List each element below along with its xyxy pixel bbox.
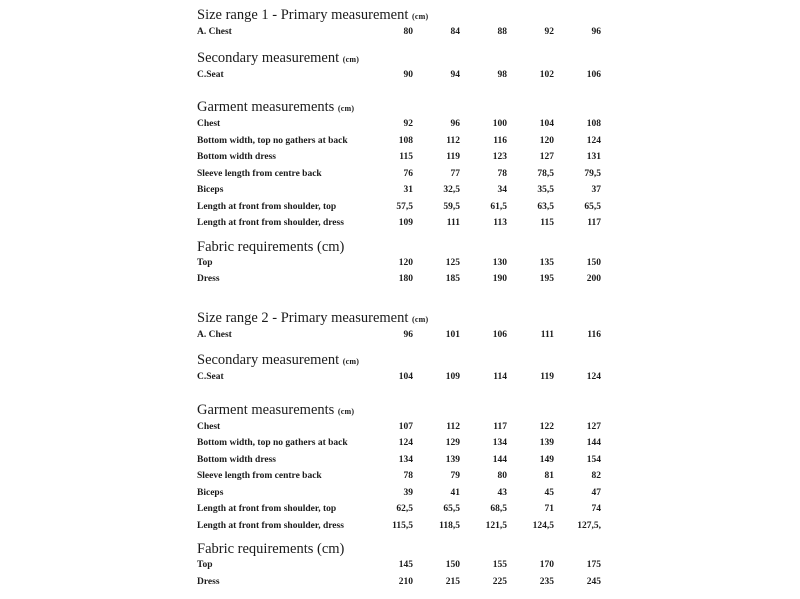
unit-label: (cm)	[342, 54, 360, 64]
secondary-measurement-heading-text-2: Secondary measurement	[197, 352, 340, 368]
row-value: 59,5	[443, 201, 460, 212]
row-value: 57,5	[396, 201, 413, 212]
row-value: 45	[544, 487, 554, 498]
row-label: Bottom width dress	[197, 454, 276, 465]
table-row	[197, 182, 601, 199]
size-range-1-heading-text: Size range 1 - Primary measurement	[197, 7, 409, 23]
row-value: 124	[398, 438, 413, 448]
table-row	[197, 518, 601, 535]
row-value: 127,5,	[577, 520, 601, 531]
row-value: 235	[539, 576, 554, 587]
row-value: 115,5	[392, 520, 413, 531]
row-value: 111	[446, 218, 460, 228]
row-value: 117	[493, 421, 507, 432]
row-value: 65,5	[584, 201, 601, 212]
secondary-measurement-heading-1	[197, 51, 601, 67]
row-value: 124	[586, 135, 601, 146]
table-row	[197, 557, 601, 574]
row-value: 134	[398, 454, 413, 465]
row-value: 32,5	[443, 185, 460, 195]
size-range-2-heading-text: Size range 2 - Primary measurement	[197, 309, 409, 326]
row-value: 39	[403, 487, 413, 498]
row-value: 127	[539, 152, 554, 162]
row-value: 139	[539, 438, 554, 448]
row-value: 112	[446, 135, 460, 146]
row-value: 71	[544, 504, 554, 514]
row-value: 122	[539, 421, 554, 432]
row-value: 170	[539, 560, 554, 570]
secondary-measurement-table-2	[197, 369, 601, 386]
table-row	[197, 369, 601, 386]
unit-label: (cm)	[337, 104, 355, 113]
row-label: Chest	[197, 119, 221, 129]
fabric-requirements-heading-2	[197, 542, 601, 557]
row-value: 101	[445, 329, 460, 340]
row-value: 155	[492, 560, 507, 570]
row-value: 113	[493, 218, 507, 228]
row-value: 74	[591, 504, 601, 514]
row-value: 98	[497, 69, 507, 80]
row-value: 104	[539, 119, 554, 129]
row-value: 68,5	[490, 504, 507, 514]
row-value: 135	[539, 257, 554, 268]
row-value: 225	[492, 576, 507, 587]
garment-measurements-table-1	[197, 116, 601, 232]
row-value: 134	[492, 438, 507, 448]
row-label: Top	[197, 257, 213, 268]
row-value: 130	[492, 257, 507, 268]
unit-label: (cm)	[342, 357, 360, 366]
row-value: 107	[398, 421, 413, 432]
row-value: 210	[398, 576, 413, 587]
row-label: Sleeve length from centre back	[197, 168, 322, 179]
row-label: Length at front from shoulder, dress	[197, 218, 344, 228]
unit-label: (cm)	[337, 406, 355, 416]
row-value: 124	[586, 372, 601, 382]
row-value: 154	[586, 454, 601, 465]
row-value: 114	[493, 372, 507, 382]
fabric-requirements-table-1	[197, 255, 601, 288]
primary-measurement-table-2	[197, 327, 601, 344]
row-value: 120	[398, 257, 413, 268]
row-label: Dress	[197, 576, 220, 587]
table-row	[197, 419, 601, 436]
row-value: 96	[591, 27, 601, 37]
fabric-requirements-heading-text-1: Fabric requirements (cm)	[197, 238, 345, 255]
row-value: 106	[586, 69, 601, 80]
row-value: 195	[539, 274, 554, 284]
row-label: A. Chest	[197, 329, 232, 340]
row-label: A. Chest	[197, 27, 232, 37]
row-value: 129	[445, 438, 460, 448]
row-value: 62,5	[396, 504, 413, 514]
row-value: 180	[398, 274, 413, 284]
row-value: 117	[587, 218, 601, 228]
row-value: 150	[586, 257, 601, 268]
row-value: 124,5	[532, 520, 554, 531]
unit-label: (cm)	[412, 314, 429, 324]
row-label: Length at front from shoulder, top	[197, 504, 337, 514]
fabric-requirements-heading-text-2: Fabric requirements (cm)	[197, 541, 345, 557]
row-value: 82	[591, 471, 601, 481]
row-value: 120	[539, 135, 554, 146]
row-label: Dress	[197, 274, 220, 284]
row-value: 76	[403, 168, 413, 179]
table-row	[197, 24, 601, 41]
table-row	[197, 133, 601, 150]
secondary-measurement-table-1	[197, 67, 601, 84]
secondary-measurement-heading-text-1: Secondary measurement	[197, 49, 340, 66]
row-value: 139	[445, 454, 460, 465]
row-value: 116	[587, 329, 601, 340]
row-value: 79,5	[584, 168, 601, 179]
row-value: 94	[450, 69, 460, 80]
row-label: Chest	[197, 421, 221, 432]
row-label: C.Seat	[197, 372, 224, 382]
row-value: 84	[450, 27, 460, 37]
row-value: 215	[445, 576, 460, 587]
row-value: 41	[450, 487, 460, 498]
row-value: 80	[497, 471, 507, 481]
row-label: C.Seat	[197, 69, 224, 80]
row-value: 78,5	[537, 168, 554, 179]
table-row	[197, 116, 601, 133]
row-value: 80	[403, 27, 413, 37]
row-value: 92	[403, 119, 413, 129]
row-value: 37	[591, 185, 601, 195]
row-value: 150	[445, 560, 460, 570]
table-row	[197, 271, 601, 288]
row-label: Length at front from shoulder, top	[197, 201, 337, 212]
garment-measurements-heading-2	[197, 403, 601, 419]
row-value: 115	[540, 218, 554, 228]
table-row	[197, 255, 601, 272]
table-row	[197, 67, 601, 84]
garment-measurements-table-2	[197, 419, 601, 535]
row-value: 175	[586, 560, 601, 570]
garment-measurements-heading-text-2: Garment measurements	[197, 401, 335, 418]
row-value: 112	[446, 421, 460, 432]
row-value: 115	[399, 152, 413, 162]
row-value: 102	[539, 69, 554, 80]
row-value: 108	[586, 119, 601, 129]
row-value: 127	[586, 421, 601, 432]
row-value: 63,5	[537, 201, 554, 212]
table-row	[197, 215, 601, 232]
row-value: 185	[445, 274, 460, 284]
row-value: 144	[586, 438, 601, 448]
row-value: 108	[398, 135, 413, 146]
row-value: 34	[497, 185, 507, 195]
row-value: 35,5	[537, 185, 554, 195]
garment-measurements-heading-1	[197, 100, 601, 116]
row-value: 119	[540, 372, 554, 382]
row-value: 111	[540, 329, 554, 340]
row-value: 65,5	[443, 504, 460, 514]
row-value: 88	[497, 27, 507, 37]
row-label: Biceps	[197, 185, 224, 195]
row-value: 81	[544, 471, 554, 481]
row-label: Biceps	[197, 487, 224, 498]
size-chart-content	[197, 8, 601, 590]
unit-label: (cm)	[412, 12, 429, 21]
row-value: 121,5	[485, 520, 507, 531]
primary-measurement-table-1	[197, 24, 601, 41]
row-value: 47	[591, 487, 601, 498]
garment-measurements-heading-text-1: Garment measurements	[197, 99, 335, 115]
table-row	[197, 501, 601, 518]
row-value: 61,5	[490, 201, 507, 212]
row-value: 78	[403, 471, 413, 481]
row-label: Bottom width, top no gathers at back	[197, 438, 348, 448]
row-value: 200	[586, 274, 601, 284]
size-range-2-heading	[197, 311, 601, 327]
row-value: 78	[497, 168, 507, 179]
row-value: 190	[492, 274, 507, 284]
row-value: 104	[398, 372, 413, 382]
table-row	[197, 327, 601, 344]
row-value: 96	[403, 329, 413, 340]
row-value: 116	[493, 135, 507, 146]
row-value: 118,5	[439, 520, 460, 531]
row-value: 77	[450, 168, 460, 179]
row-value: 90	[403, 69, 413, 80]
row-label: Bottom width, top no gathers at back	[197, 135, 348, 146]
row-value: 149	[539, 454, 554, 465]
row-value: 125	[445, 257, 460, 268]
table-row	[197, 485, 601, 502]
table-row	[197, 468, 601, 485]
secondary-measurement-heading-2	[197, 353, 601, 369]
row-value: 31	[403, 185, 413, 195]
row-value: 106	[492, 329, 507, 340]
table-row	[197, 199, 601, 216]
row-value: 96	[450, 119, 460, 129]
row-value: 92	[544, 27, 554, 37]
table-row	[197, 574, 601, 591]
row-value: 109	[398, 218, 413, 228]
row-value: 119	[446, 152, 460, 162]
row-label: Length at front from shoulder, dress	[197, 520, 344, 531]
fabric-requirements-table-2	[197, 557, 601, 590]
size-range-1-heading	[197, 8, 601, 24]
row-value: 145	[398, 560, 413, 570]
table-row	[197, 149, 601, 166]
row-value: 144	[492, 454, 507, 465]
table-row	[197, 435, 601, 452]
row-value: 123	[492, 152, 507, 162]
row-label: Top	[197, 560, 213, 570]
table-row	[197, 166, 601, 183]
table-row	[197, 452, 601, 469]
row-value: 109	[445, 372, 460, 382]
row-value: 43	[497, 487, 507, 498]
row-label: Bottom width dress	[197, 152, 276, 162]
fabric-requirements-heading-1	[197, 240, 601, 255]
row-value: 100	[492, 119, 507, 129]
row-value: 131	[586, 152, 601, 162]
row-value: 245	[586, 576, 601, 587]
row-value: 79	[450, 471, 460, 481]
row-label: Sleeve length from centre back	[197, 471, 322, 481]
